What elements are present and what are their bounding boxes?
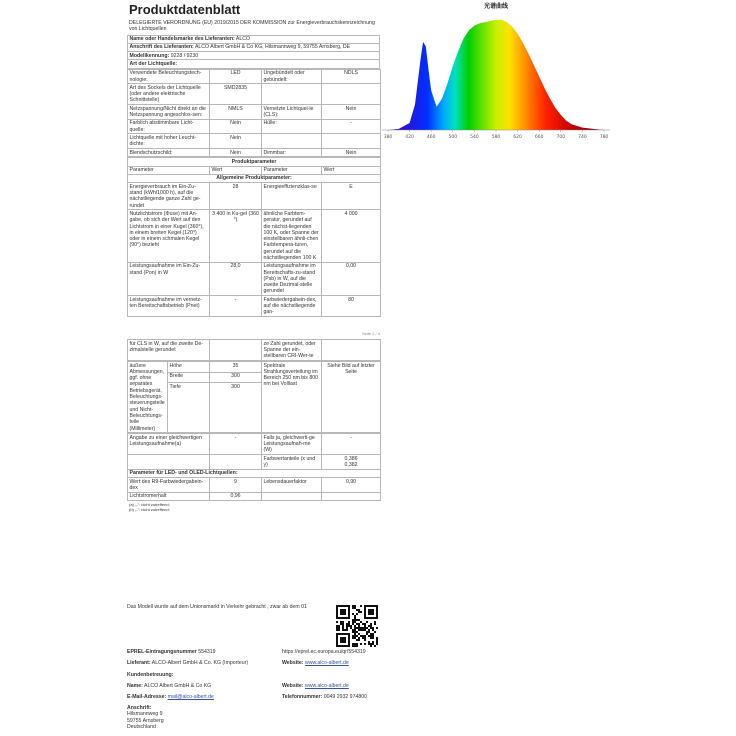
table-row — [128, 69, 381, 84]
market-note: Das Modell wurde auf dem Unionsmarkt in Verkehr gebracht , zwar ab dem 01 — [127, 604, 307, 610]
eprel-value: 554319 — [198, 649, 216, 655]
qr-code-icon — [336, 605, 378, 647]
param-label: Leistungsaufnahme im Bereitschafts-zu-stand (Psb) in W, auf die zweite Dezimal-stelle gerundet — [262, 262, 322, 295]
param-value: Nein — [322, 105, 381, 120]
param-label — [262, 134, 322, 149]
name-value: ALCO Albert GmbH & Co KG — [144, 683, 212, 689]
x-tick-label: 500 — [448, 135, 458, 140]
dims-label: äußere Abmessungen, ggf. ohne separates Betriebsgerät, Beleuchtungs-steuerungsteile und Nicht-Beleuchtungs-teile (Millimeter) — [128, 362, 168, 433]
addr-label: Anschrift: — [127, 705, 152, 711]
dims-table — [127, 361, 381, 433]
website2-label: Website: — [282, 683, 304, 689]
phone-label: Telefonnummer: — [282, 694, 323, 700]
param-value: Nein — [210, 119, 262, 134]
params-heading: Produktparameter — [128, 158, 381, 166]
param-label: Energieverbrauch im Ein-Zu-stand (kWh/1000 h), auf die nächstliegende ganze Zahl ge-rundet — [128, 183, 210, 210]
supplier-value: ALCO-Albert GmbH & Co. KG (Importeur) — [151, 660, 249, 666]
param-label: Art des Sockels der Lichtquelle (oder andere elektrische Schnittstelle) — [128, 84, 210, 105]
param-label: Ungebündelt oder gebündelt: — [262, 69, 322, 84]
table-row — [128, 183, 381, 210]
param-label: Netzspannung/Nicht direkt an die Netzspannung angeschlos-sen: — [128, 105, 210, 120]
x-tick-label: 580 — [491, 135, 501, 140]
x-tick-label: 620 — [513, 135, 522, 140]
table-row — [128, 134, 381, 149]
dim-value: 300 — [210, 383, 262, 433]
param-value: LED — [210, 69, 262, 84]
general-heading: Allgemeine Produktparameter: — [128, 174, 381, 182]
param-label: Wert des R9-Farbwiedergabein-dex — [128, 478, 210, 493]
param-value: - — [210, 296, 262, 317]
col-value: Wert — [210, 166, 262, 174]
param-label — [262, 84, 322, 105]
page-title: Produktdatenblatt — [129, 2, 241, 17]
param-value: 0,96 — [210, 492, 262, 500]
addr-line: Deutschland — [127, 723, 156, 730]
table-row — [128, 262, 381, 295]
x-tick-label: 420 — [405, 135, 414, 140]
params-table-continued — [127, 339, 381, 361]
param-value: 3 400 in Ku-gel (360 °) — [210, 210, 262, 262]
spectrum-svg — [382, 0, 610, 150]
param-value: Nein — [210, 134, 262, 149]
param-label: ze Zahl gerundet, oder Spanne der ein-stellbaren CRI-Wer-te — [262, 340, 322, 361]
col-value-2: Wert — [322, 166, 381, 174]
page-number: Seite 2 / 4 — [361, 330, 380, 336]
spectrum-chart — [382, 0, 610, 150]
param-label — [262, 492, 322, 500]
param-label: Lichtstromerhalt — [128, 492, 210, 500]
param-label: ähnliche Farbtem-peratur, gerundet auf die nächst-liegenden 100 K, oder Spanne der einstellbaren ähnli-chen Farbtempera-turen, gerundet auf die nächstliegenden 100 K — [262, 210, 322, 262]
equiv-table — [127, 433, 381, 501]
address-value: ALCO Albert GmbH & Co KG, Hilsmannweg 9, 59755 Arnsberg, DE — [194, 44, 351, 51]
address-label: Anschrift des Lieferanten: — [129, 44, 194, 51]
param-value: 0,90 — [322, 478, 381, 493]
table-row — [128, 296, 381, 317]
param-value: Nein — [210, 149, 262, 157]
model-value: 9228 / 9230 — [170, 52, 199, 59]
chart-title: 光谱曲线 — [483, 3, 509, 10]
params-table — [127, 157, 381, 317]
param-value: 28 — [210, 183, 262, 210]
table-row — [128, 340, 381, 361]
param-label: Lebensdauerfaktor — [262, 478, 322, 493]
param-label: Farbwiedergabein-dex, auf die nächstliegende gan- — [262, 296, 322, 317]
website2-link[interactable]: www.alco-albert.de — [304, 683, 349, 689]
param-label: Blendschutzschild: — [128, 149, 210, 157]
equiv2-label: Falls ja, gleichwerti-ge Leistungsaufnah-me (W) — [262, 434, 322, 455]
spectrum-area — [382, 10, 610, 130]
table-row — [128, 478, 381, 493]
equiv-value: - — [210, 434, 262, 455]
eprel-link[interactable]: https://eprel.ec.europa.eu/qr/554319 — [282, 649, 366, 655]
phone-value: 0049 2932 974800 — [323, 694, 367, 700]
type-heading: Art der Lichtquelle: — [128, 60, 380, 68]
service-label: Kundenbetreuung: — [127, 672, 174, 678]
supplier-table — [127, 35, 380, 69]
param-value: NDLS — [322, 69, 381, 84]
eprel-label: EPREL-Eintragungsnummer — [127, 649, 197, 655]
brand-value: ALCO — [235, 36, 251, 43]
regulation-text: DELEGIERTE VERORDNUNG (EU) 2019/2015 DER KOMMISSION zur Energieverbrauchskennzeichnung von Lichtquellen — [129, 20, 375, 33]
led-heading: Parameter für LED- und OLED-Lichtquellen: — [128, 469, 381, 477]
param-value — [322, 492, 381, 500]
param-value: 28,0 — [210, 262, 262, 295]
dim-value: 300 — [210, 372, 262, 383]
light-source-type-table — [127, 69, 381, 158]
param-label: Lichtquelle mit hoher Leucht-dichte: — [128, 134, 210, 149]
param-value — [322, 134, 381, 149]
param-value — [322, 340, 381, 361]
brand-label: Name oder Handelsmarke des Lieferanten: — [129, 36, 235, 43]
dim-name: Tiefe — [168, 383, 210, 433]
param-label: Energieeffizienzklas-se — [262, 183, 322, 210]
param-label: Leistungsaufnahme im vernetz-ten Bereitschaftsbetrieb (Pnet) — [128, 296, 210, 317]
param-value: E — [322, 183, 381, 210]
name-label: Name: — [127, 683, 143, 689]
x-tick-label: 660 — [534, 135, 544, 140]
x-tick-label: 780 — [599, 135, 609, 140]
table-row — [128, 492, 381, 500]
website-link[interactable]: www.alco-albert.de — [304, 660, 349, 666]
x-tick-label: 700 — [556, 135, 566, 140]
x-tick-label: 460 — [426, 135, 436, 140]
email-label: E-Mail-Adresse: — [127, 694, 167, 700]
note-a: (a) „-": nicht zutreffend; — [129, 502, 170, 507]
param-label: Verwendete Beleuchtungstech-nologie: — [128, 69, 210, 84]
param-value: 80 — [322, 296, 381, 317]
dim-value: 35 — [210, 362, 262, 373]
datasheet — [127, 0, 380, 736]
addr-line: Hilsmannweg 9 — [127, 711, 163, 718]
x-tick-label: 380 — [383, 135, 393, 140]
param-value: 0,00 — [322, 262, 381, 295]
param-value — [322, 84, 381, 105]
x-tick-label: 740 — [578, 135, 587, 140]
x-tick-label: 540 — [470, 135, 479, 140]
chromaticity-values: 0,386 0,382 — [322, 455, 381, 470]
table-row — [128, 84, 381, 105]
param-label: Vernetzte Lichtquel-le (CLS): — [262, 105, 322, 120]
param-value: SMD2835 — [210, 84, 262, 105]
note-b: (b) „-": nicht zutreffend; — [129, 507, 170, 512]
supplier-label: Lieferant: — [127, 660, 151, 666]
model-label: Modellkennung: — [129, 52, 170, 59]
equiv2-value: - — [322, 434, 381, 455]
param-value: Nein — [322, 149, 381, 157]
param-label: Farblich abstimmbare Licht-quelle: — [128, 119, 210, 134]
col-param-2: Parameter — [262, 166, 322, 174]
spd-label: Spektrale Strahlungsverteilung im Bereich 250 nm bis 800 nm bei Volllast — [262, 362, 322, 433]
website-label: Website: — [282, 660, 304, 666]
param-value — [210, 340, 262, 361]
param-value: NMLS — [210, 105, 262, 120]
param-label: Dimmbar: — [262, 149, 322, 157]
page-break — [127, 317, 380, 339]
param-label: für CLS in W, auf die zweite De-zimalstelle gerundet — [128, 340, 210, 361]
email-link[interactable]: mail@alco-albert.de — [167, 694, 214, 700]
dim-name: Breite — [168, 372, 210, 383]
table-row — [128, 105, 381, 120]
table-row — [128, 119, 381, 134]
param-value: 4 000 — [322, 210, 381, 262]
equiv-label: Angabe zu einer gleichwertigen Leistungsaufnahme(a) — [128, 434, 210, 455]
table-row — [128, 210, 381, 262]
chromaticity-label: Farbwertanteile (x und y) — [262, 455, 322, 470]
addr-line: 59755 Arnsberg — [127, 717, 164, 724]
param-value: 9 — [210, 478, 262, 493]
param-value: - — [322, 119, 381, 134]
param-label: Hülle: — [262, 119, 322, 134]
param-label: Nutzlichtstrom (Φuse) mit An-gabe, ob sich der Wert auf den Lichtstrom in einer Kugel (360°), in einem breiten Kegel (120°) oder in einem schmalen Kegel (90°) bezieht — [128, 210, 210, 262]
spd-value: Siehe Bild auf letzter Seite — [322, 362, 381, 433]
col-param: Parameter — [128, 166, 210, 174]
param-label: Leistungsaufnahme im Ein-Zu-stand (Pon) in W — [128, 262, 210, 295]
table-row — [128, 149, 381, 157]
dim-name: Höhe — [168, 362, 210, 373]
